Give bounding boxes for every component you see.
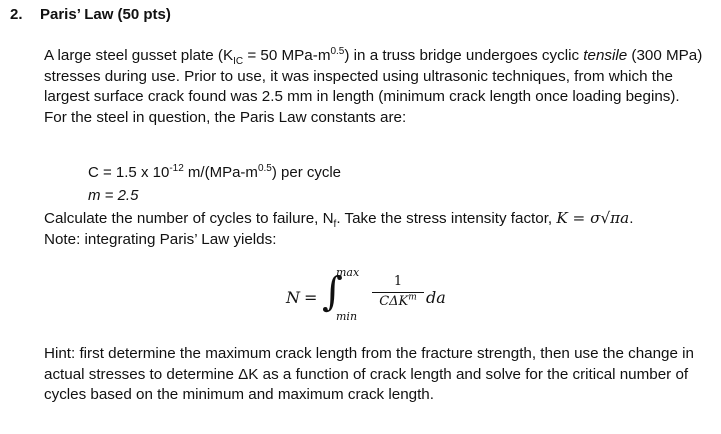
kic-subscript: IC — [233, 56, 244, 68]
integral-upper-limit: max — [336, 266, 360, 279]
integral-sign: ∫ — [322, 269, 343, 315]
fraction-numerator: 1 — [372, 274, 424, 293]
constant-c — [88, 164, 341, 181]
constant-c-unit: m/(MPa-m — [183, 164, 258, 181]
problem-title: Paris’ Law (50 pts) — [40, 6, 171, 23]
kic-exponent: 0.5 — [330, 45, 345, 57]
equation-differential: da — [426, 288, 446, 307]
constant-c-exponent: -12 — [169, 163, 184, 174]
task-text-3: . — [629, 210, 634, 227]
constant-c-tail: ) per cycle — [271, 164, 342, 181]
task-text-1: Calculate the number of cycles to failure, N — [44, 210, 334, 227]
equation-lhs: N — [286, 288, 300, 307]
constant-c-unit-exponent: 0.5 — [257, 163, 272, 174]
constant-m: m = 2.5 — [88, 187, 139, 204]
intro-text-2: = 50 MPa-m — [243, 47, 331, 64]
intro-text-3: ) in a truss bridge undergoes cyclic — [344, 47, 584, 64]
task-text-2: . Take the stress intensity factor, — [336, 210, 557, 227]
paris-law-equation — [286, 266, 486, 336]
stress-intensity-formula: K = σ√πa — [556, 209, 630, 227]
intro-text-4: (300 MPa) stresses during use. Prior to use, it was inspected using ultrasonic techniques, from which the largest surface crack found was 2.5 mm in length (minimum crack length once loading begins). For the steel in question, the Paris Law constants are: — [44, 47, 703, 126]
task-note: Note: integrating Paris’ Law yields: — [44, 230, 277, 248]
problem-heading — [10, 6, 171, 23]
denominator-text: CΔK — [379, 294, 409, 309]
integral-lower-limit: min — [336, 310, 358, 323]
denominator-exponent: m — [408, 292, 417, 303]
nf-subscript: f — [333, 219, 337, 231]
equation-equals: = — [304, 288, 318, 307]
equation-fraction — [372, 274, 424, 311]
task-text — [44, 208, 704, 250]
intro-tensile: tensile — [583, 47, 628, 64]
hint-text: Hint: first determine the maximum crack length from the fracture strength, then use the change in actual stresses to determine ΔK as a function of crack length and solve for the critical number of cycles based on the minimum and maximum crack length. — [44, 345, 694, 403]
fraction-denominator — [372, 293, 424, 311]
constant-c-text: C = 1.5 x 10 — [88, 164, 170, 181]
intro-text-1: A large steel gusset plate (K — [44, 47, 234, 64]
problem-intro — [44, 46, 704, 128]
problem-number: 2. — [10, 6, 23, 23]
